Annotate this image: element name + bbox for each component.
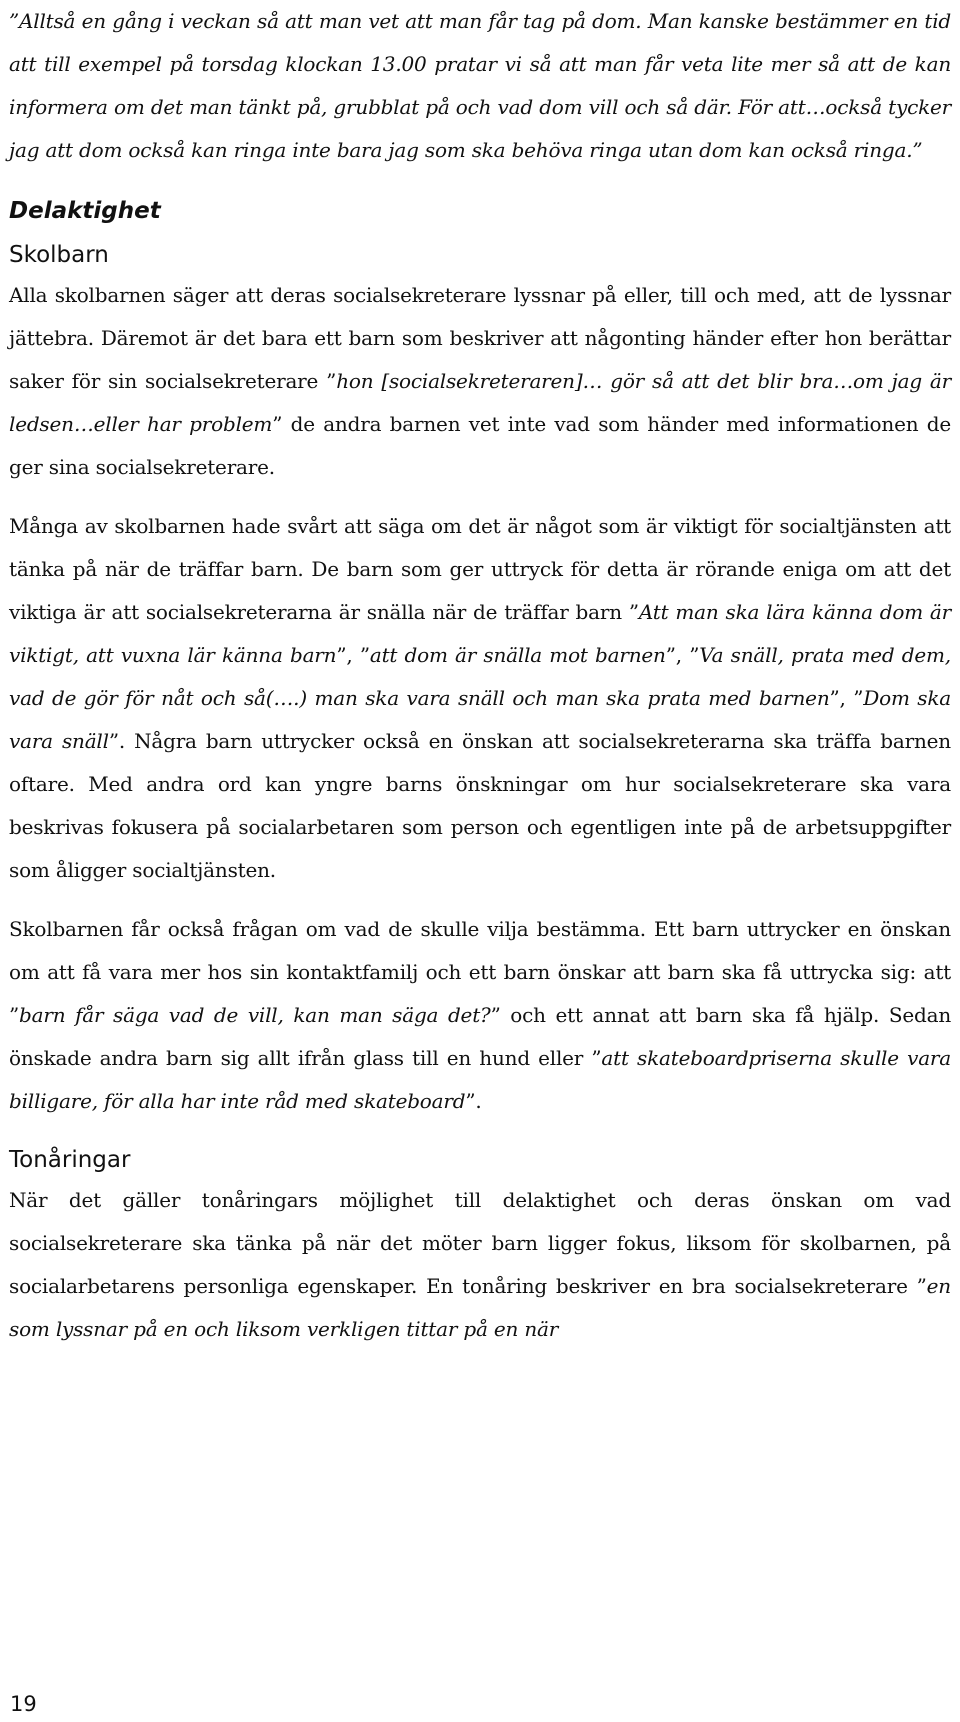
skolbarn-paragraph-3 bbox=[9, 908, 951, 1123]
text-span: ”, ” bbox=[665, 643, 700, 667]
skolbarn-paragraph-2 bbox=[9, 505, 951, 892]
quote-span: Att man ska lära känna dom är viktigt, att vuxna lär känna barn bbox=[9, 600, 951, 667]
text-span: Många av skolbarnen hade svårt att säga om det är något som är viktigt för socialtjänsten att tänka på när de träffar barn. De barn som ger uttryck för detta är rörande eniga om att det viktiga är att socialsekreterarna är snälla när de träffar barn ” bbox=[9, 514, 951, 624]
text-span: ”, ” bbox=[829, 686, 864, 710]
text-span: ” och ett annat att barn ska få hjälp. Sedan önskade andra barn sig allt ifrån glass till en hund eller ” bbox=[9, 1003, 952, 1070]
subheading-skolbarn: Skolbarn bbox=[9, 242, 109, 268]
quote-span: barn får säga vad de vill, kan man säga det? bbox=[19, 1003, 491, 1027]
text-span: ”. bbox=[465, 1089, 482, 1113]
quote-span: att dom är snälla mot barnen bbox=[369, 643, 666, 667]
text-span: ”, ” bbox=[336, 643, 370, 667]
text-span: Skolbarnen får också frågan om vad de skulle vilja bestämma. Ett barn uttrycker en önskan om att få vara mer hos sin kontaktfamilj och ett barn önskar att barn ska få uttrycka sig: att ” bbox=[9, 917, 951, 1027]
text-span: ” de andra barnen vet inte vad som händer med informationen de ger sina socialsekreterare. bbox=[9, 412, 952, 479]
page-number: 19 bbox=[10, 1692, 37, 1716]
quote-span: Va snäll, prata med dem, vad de gör för nåt och så(….) man ska vara snäll och man ska prata med barnen bbox=[9, 643, 951, 710]
quote-span: en som lyssnar på en och liksom verkligen tittar på en när bbox=[9, 1274, 951, 1341]
text-span: ”. Några barn uttrycker också en önskan att socialsekreterarna ska träffa barnen oftare. Med andra ord kan yngre barns önskningar om hur socialsekreterare ska vara beskrivas fokusera på socialarbetaren som person och egentligen inte på de arbetsuppgifter som åligger socialtjänsten. bbox=[9, 729, 951, 882]
section-heading-delaktighet: Delaktighet bbox=[9, 198, 161, 224]
document-page bbox=[9, 0, 951, 1351]
text-span: När det gäller tonåringars möjlighet till delaktighet och deras önskan om vad socialsekreterare ska tänka på när det möter barn ligger fokus, liksom för skolbarnen, på socialarbetarens personliga egenskaper. En tonåring beskriver en bra socialsekreterare ” bbox=[9, 1188, 951, 1298]
tonaringar-paragraph-1 bbox=[9, 1179, 951, 1351]
quote-text: ”Alltså en gång i veckan så att man vet att man får tag på dom. Man kanske bestämmer en tid att till exempel på torsdag klockan 13.00 pratar vi så att man får veta lite mer så att de kan informera om det man tänkt på, grubblat på och vad dom vill och så där. För att…också tycker jag att dom också kan ringa inte bara jag som ska behöva ringa utan dom kan också ringa.” bbox=[9, 9, 951, 162]
quote-span: Dom ska vara snäll bbox=[9, 686, 951, 753]
quote-span: hon [socialsekreteraren]… gör så att det blir bra…om jag är ledsen…eller har problem bbox=[9, 369, 951, 436]
subheading-tonaringar: Tonåringar bbox=[9, 1147, 131, 1173]
quote-paragraph bbox=[9, 0, 951, 172]
skolbarn-paragraph-1 bbox=[9, 274, 951, 489]
text-span: Alla skolbarnen säger att deras socialsekreterare lyssnar på eller, till och med, att de lyssnar jättebra. Däremot är det bara ett barn som beskriver att någonting händer efter hon berättar saker för sin socialsekreterare ” bbox=[9, 283, 951, 393]
quote-span: att skateboardpriserna skulle vara billigare, för alla har inte råd med skateboard bbox=[9, 1046, 951, 1113]
